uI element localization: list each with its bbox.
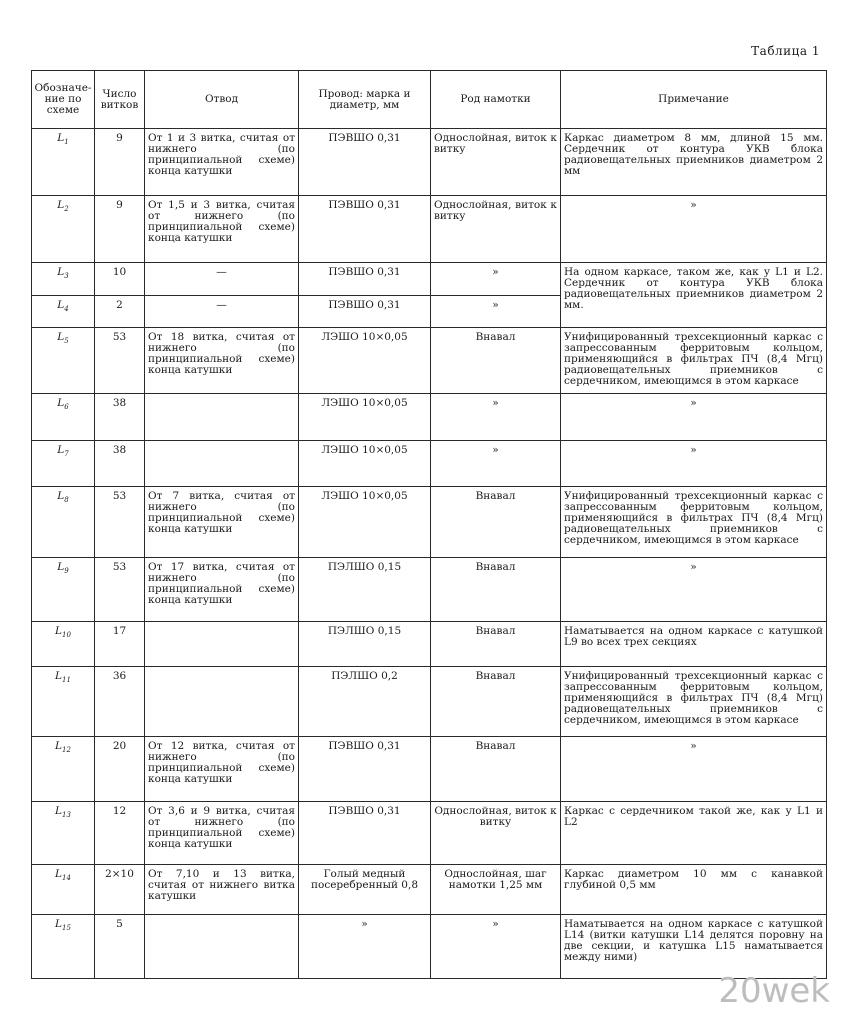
tap-cell: От 7 витка, считая от нижнего (по принципиальной схеме) конца катушки (145, 487, 299, 558)
table-row (32, 129, 827, 196)
note-cell: Каркас диаметром 10 мм с канавкой глубиной 0,5 мм (561, 865, 827, 915)
turns-cell: 10 (95, 263, 145, 296)
wire-cell: Голый медный посеребренный 0,8 (299, 865, 431, 915)
tap-cell: От 1,5 и 3 витка, считая от нижнего (по принципиальной схеме) конца катушки (145, 196, 299, 263)
note-cell: Каркас диаметром 8 мм, длиной 15 мм. Сердечник от контура УКВ блока радиовещательных приемников диаметром 2 мм (561, 129, 827, 196)
note-cell: » (561, 196, 827, 263)
coil-label: $L_6$ (32, 394, 95, 441)
wire-cell: ПЭВШО 0,31 (299, 263, 431, 296)
table-row (32, 802, 827, 865)
winding-cell: Внавал (431, 622, 561, 667)
wire-cell: ПЭЛШО 0,2 (299, 667, 431, 737)
header-winding: Род намотки (431, 71, 561, 129)
header-wire: Провод: марка и диаметр, мм (299, 71, 431, 129)
turns-cell: 38 (95, 441, 145, 487)
tap-cell (145, 394, 299, 441)
note-cell: » (561, 394, 827, 441)
table-row (32, 487, 827, 558)
coil-label: $L_5$ (32, 328, 95, 394)
wire-cell: ПЭВШО 0,31 (299, 737, 431, 802)
header-note: Примечание (561, 71, 827, 129)
winding-cell: » (431, 296, 561, 328)
coil-label: $L_2$ (32, 196, 95, 263)
coil-label: $L_9$ (32, 558, 95, 622)
tap-cell (145, 441, 299, 487)
winding-cell: » (431, 263, 561, 296)
wire-cell: ЛЭШО 10×0,05 (299, 487, 431, 558)
table-row (32, 441, 827, 487)
winding-cell: Однослойная, шаг намотки 1,25 мм (431, 865, 561, 915)
wire-cell: ЛЭШО 10×0,05 (299, 441, 431, 487)
wire-cell: ПЭВШО 0,31 (299, 802, 431, 865)
wire-cell: » (299, 915, 431, 979)
wire-cell: ЛЭШО 10×0,05 (299, 394, 431, 441)
watermark: 20wek (718, 971, 830, 1011)
turns-cell: 2 (95, 296, 145, 328)
winding-cell: Однослойная, виток к витку (431, 196, 561, 263)
winding-cell: Внавал (431, 487, 561, 558)
header-turns: Число витков (95, 71, 145, 129)
turns-cell: 5 (95, 915, 145, 979)
table-row (32, 394, 827, 441)
turns-cell: 9 (95, 129, 145, 196)
coil-label: $L_{10}$ (32, 622, 95, 667)
turns-cell: 53 (95, 328, 145, 394)
table-row (32, 737, 827, 802)
coil-label: $L_{11}$ (32, 667, 95, 737)
table-row (32, 558, 827, 622)
wire-cell: ПЭЛШО 0,15 (299, 558, 431, 622)
winding-cell: Внавал (431, 737, 561, 802)
header-tap: Отвод (145, 71, 299, 129)
note-cell: Каркас с сердечником такой же, как у L1 и L2 (561, 802, 827, 865)
wire-cell: ПЭВШО 0,31 (299, 296, 431, 328)
coil-label: $L_{12}$ (32, 737, 95, 802)
note-cell: Унифицированный трехсекционный каркас с запрессованным ферритовым кольцом, применяющийся в фильтрах ПЧ (8,4 Мгц) радиовещательных приемников с сердечником, имеющимся в этом каркасе (561, 328, 827, 394)
note-cell: Унифицированный трехсекционный каркас с запрессованным ферритовым кольцом, применяющийся в фильтрах ПЧ (8,4 Мгц) радиовещательных приемников с сердечником, имеющимся в этом каркасе (561, 667, 827, 737)
table-row (32, 667, 827, 737)
turns-cell: 20 (95, 737, 145, 802)
note-cell: » (561, 737, 827, 802)
coil-label: $L_7$ (32, 441, 95, 487)
winding-cell: » (431, 394, 561, 441)
tap-cell: — (145, 296, 299, 328)
winding-cell: Внавал (431, 667, 561, 737)
tap-cell (145, 915, 299, 979)
winding-cell: » (431, 915, 561, 979)
tap-cell: — (145, 263, 299, 296)
wire-cell: ПЭВШО 0,31 (299, 196, 431, 263)
tap-cell (145, 667, 299, 737)
wire-cell: ПЭЛШО 0,15 (299, 622, 431, 667)
turns-cell: 2×10 (95, 865, 145, 915)
table-row (32, 865, 827, 915)
note-cell: » (561, 441, 827, 487)
turns-cell: 9 (95, 196, 145, 263)
table-row (32, 196, 827, 263)
turns-cell: 53 (95, 558, 145, 622)
tap-cell: От 18 витка, считая от нижнего (по принципиальной схеме) конца катушки (145, 328, 299, 394)
tap-cell: От 1 и 3 витка, считая от нижнего (по принципиальной схеме) конца катушки (145, 129, 299, 196)
turns-cell: 53 (95, 487, 145, 558)
turns-cell: 36 (95, 667, 145, 737)
table-row (32, 915, 827, 979)
tap-cell: От 7,10 и 13 витка, считая от нижнего витка катушки (145, 865, 299, 915)
turns-cell: 38 (95, 394, 145, 441)
tap-cell: От 17 витка, считая от нижнего (по принципиальной схеме) конца катушки (145, 558, 299, 622)
winding-cell: Внавал (431, 558, 561, 622)
table-caption: Таблица 1 (751, 44, 820, 58)
coil-label: $L_{15}$ (32, 915, 95, 979)
turns-cell: 12 (95, 802, 145, 865)
winding-cell: » (431, 441, 561, 487)
coil-table (31, 70, 827, 979)
note-cell: На одном каркасе, таком же, как у L1 и L2. Сердечник от контура УКВ блока радиовещательных приемников диаметром 2 мм. (561, 263, 827, 328)
winding-cell: Однослойная, виток к витку (431, 802, 561, 865)
table-row (32, 328, 827, 394)
coil-label: $L_3$ (32, 263, 95, 296)
table-row (32, 622, 827, 667)
note-cell: Наматывается на одном каркасе с катушкой L14 (витки катушки L14 делятся поровну на две секции, и катушка L15 наматывается между ними) (561, 915, 827, 979)
coil-label: $L_8$ (32, 487, 95, 558)
coil-label: $L_{13}$ (32, 802, 95, 865)
coil-label: $L_4$ (32, 296, 95, 328)
turns-cell: 17 (95, 622, 145, 667)
note-cell: » (561, 558, 827, 622)
note-cell: Унифицированный трехсекционный каркас с запрессованным ферритовым кольцом, применяющийся в фильтрах ПЧ (8,4 Мгц) радиовещательных приемников с сердечником, имеющимся в этом каркасе (561, 487, 827, 558)
tap-cell (145, 622, 299, 667)
tap-cell: От 3,6 и 9 витка, считая от нижнего (по принципиальной схеме) конца катушки (145, 802, 299, 865)
wire-cell: ПЭВШО 0,31 (299, 129, 431, 196)
coil-label: $L_{14}$ (32, 865, 95, 915)
winding-cell: Внавал (431, 328, 561, 394)
wire-cell: ЛЭШО 10×0,05 (299, 328, 431, 394)
table-row (32, 263, 827, 296)
tap-cell: От 12 витка, считая от нижнего (по принципиальной схеме) конца катушки (145, 737, 299, 802)
header-designation: Обозначе-ние по схеме (32, 71, 95, 129)
winding-cell: Однослойная, виток к витку (431, 129, 561, 196)
coil-label: $L_1$ (32, 129, 95, 196)
note-cell: Наматывается на одном каркасе с катушкой L9 во всех трех секциях (561, 622, 827, 667)
